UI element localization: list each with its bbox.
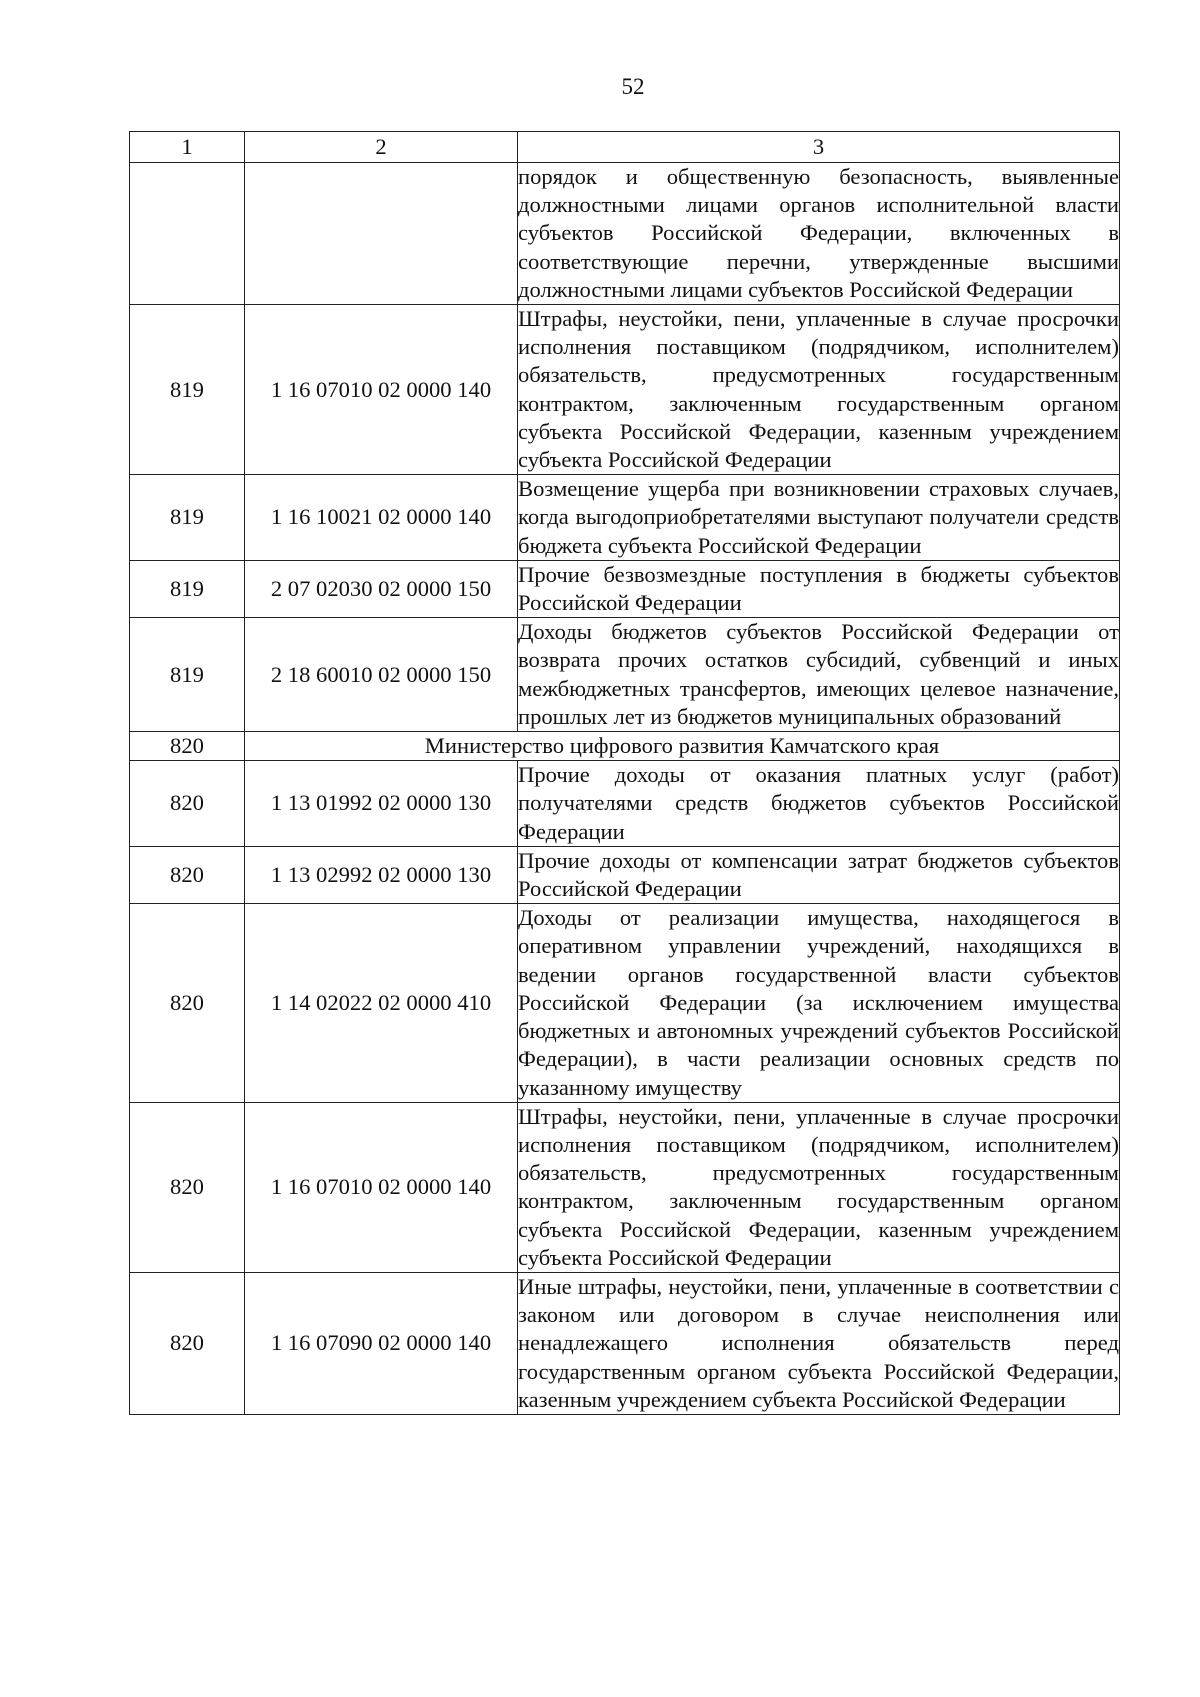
revenue-description-cell: Доходы бюджетов субъектов Российской Федерации от возврата прочих остатков субсидий, субвенций и иных межбюджетных трансфертов, имеющих целевое назначение, прошлых лет из бюджетов муниципальных образований xyxy=(518,618,1120,732)
column-header-1: 1 xyxy=(130,132,245,163)
revenue-description-cell: Штрафы, неустойки, пени, уплаченные в случае просрочки исполнения поставщиком (подрядчиком, исполнителем) обязательств, предусмотренных государственным контрактом, заключенным государственным органом субъекта Российской Федерации, казенным учреждением субъекта Российской Федерации xyxy=(518,1102,1120,1272)
admin-code-cell: 820 xyxy=(130,846,245,903)
revenue-description-cell: порядок и общественную безопасность, выявленные должностными лицами органов исполнительной власти субъектов Российской Федерации, включенных в соответствующие перечни, утвержденные высшими должностными лицами субъектов Российской Федерации xyxy=(518,163,1120,305)
revenue-description-cell: Возмещение ущерба при возникновении страховых случаев, когда выгодоприобретателями выступают получатели средств бюджета субъекта Российской Федерации xyxy=(518,475,1120,561)
kbk-code-cell: 2 18 60010 02 0000 150 xyxy=(245,618,518,732)
revenue-description-cell: Штрафы, неустойки, пени, уплаченные в случае просрочки исполнения поставщиком (подрядчиком, исполнителем) обязательств, предусмотренных государственным контрактом, заключенным государственным органом субъекта Российской Федерации, казенным учреждением субъекта Российской Федерации xyxy=(518,305,1120,475)
kbk-code-cell: 1 16 07010 02 0000 140 xyxy=(245,305,518,475)
admin-code-cell: 820 xyxy=(130,761,245,847)
revenue-description-cell: Прочие доходы от компенсации затрат бюджетов субъектов Российской Федерации xyxy=(518,846,1120,903)
revenue-description-cell: Иные штрафы, неустойки, пени, уплаченные в соответствии с законом или договором в случае неисполнения или ненадлежащего исполнения обязательств перед государственным органом субъекта Российской Федерации, казенным учреждением субъекта Российской Федерации xyxy=(518,1272,1120,1414)
table-row xyxy=(130,163,1120,305)
kbk-code-cell: 1 13 02992 02 0000 130 xyxy=(245,846,518,903)
admin-code-cell: 820 xyxy=(130,732,245,761)
kbk-code-cell: 1 13 01992 02 0000 130 xyxy=(245,761,518,847)
page-number: 52 xyxy=(621,74,645,99)
column-header-2: 2 xyxy=(245,132,518,163)
revenue-description-cell: Прочие безвозмездные поступления в бюджеты субъектов Российской Федерации xyxy=(518,560,1120,617)
table-body xyxy=(130,132,1120,1415)
table-row xyxy=(130,305,1120,475)
admin-code-cell: 819 xyxy=(130,618,245,732)
kbk-code-cell: 1 14 02022 02 0000 410 xyxy=(245,904,518,1102)
revenue-description-cell: Прочие доходы от оказания платных услуг (работ) получателями средств бюджетов субъектов Российской Федерации xyxy=(518,761,1120,847)
kbk-code-cell: 1 16 10021 02 0000 140 xyxy=(245,475,518,561)
table-row xyxy=(130,846,1120,903)
ministry-row xyxy=(130,732,1120,761)
column-header-3: 3 xyxy=(518,132,1120,163)
revenue-description-cell: Доходы от реализации имущества, находящегося в оперативном управлении учреждений, находящихся в ведении органов государственной власти субъектов Российской Федерации (за исключением имущества бюджетных и автономных учреждений субъектов Российской Федерации), в части реализации основных средств по указанному имуществу xyxy=(518,904,1120,1102)
kbk-code-cell xyxy=(245,163,518,305)
table-row xyxy=(130,761,1120,847)
revenue-codes-table xyxy=(129,131,1120,1415)
table-row xyxy=(130,904,1120,1102)
table-row xyxy=(130,475,1120,561)
table-row xyxy=(130,1272,1120,1414)
table-row xyxy=(130,1102,1120,1272)
table-row xyxy=(130,618,1120,732)
header-row xyxy=(130,132,1120,163)
admin-code-cell: 819 xyxy=(130,305,245,475)
table-row xyxy=(130,560,1120,617)
kbk-code-cell: 1 16 07010 02 0000 140 xyxy=(245,1102,518,1272)
admin-code-cell: 819 xyxy=(130,475,245,561)
ministry-name-cell: Министерство цифрового развития Камчатского края xyxy=(245,732,1120,761)
admin-code-cell xyxy=(130,163,245,305)
kbk-code-cell: 1 16 07090 02 0000 140 xyxy=(245,1272,518,1414)
admin-code-cell: 820 xyxy=(130,1102,245,1272)
admin-code-cell: 819 xyxy=(130,560,245,617)
kbk-code-cell: 2 07 02030 02 0000 150 xyxy=(245,560,518,617)
admin-code-cell: 820 xyxy=(130,904,245,1102)
admin-code-cell: 820 xyxy=(130,1272,245,1414)
